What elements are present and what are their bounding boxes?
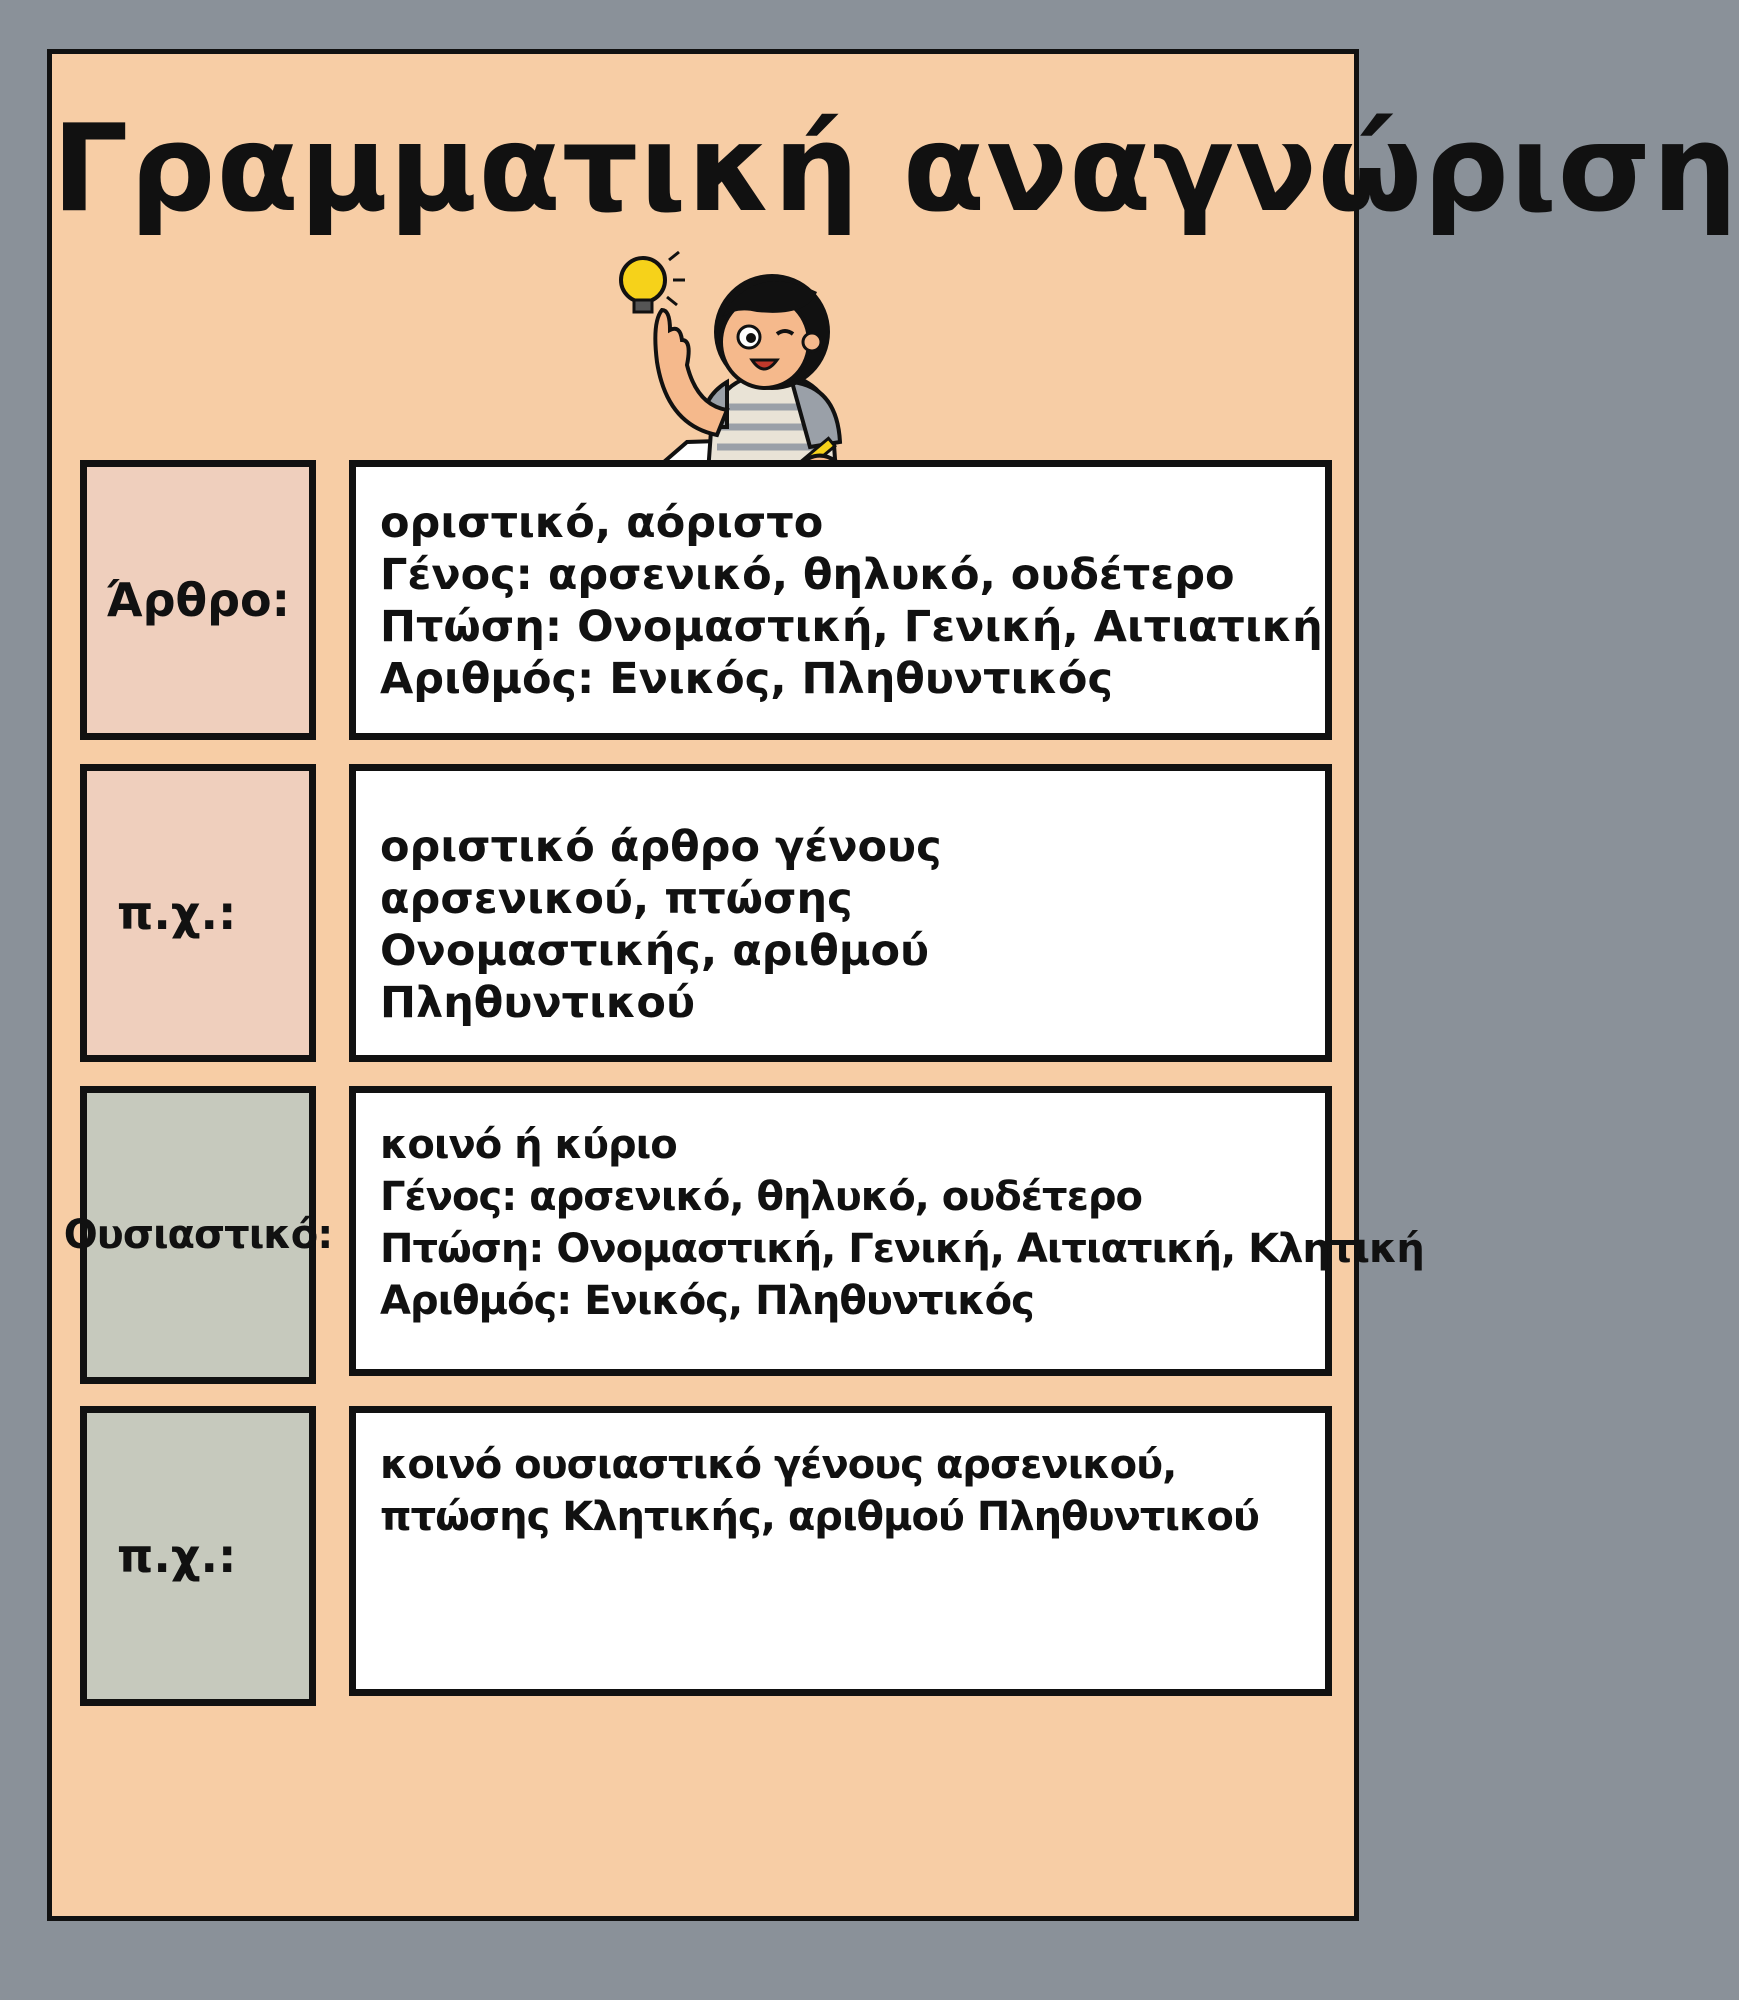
label-arthro [80, 460, 316, 740]
text-line: Πτώση: Ονομαστική, Γενική, Αιτιατική [380, 602, 1323, 652]
label-text: π.χ.: [117, 886, 237, 940]
text-line: κοινό ουσιαστικό γένους αρσενικού, πτώσης Κλητικής, αριθμού Πληθυντικού [380, 1442, 1259, 1540]
label-example-arthro [80, 764, 316, 1062]
worksheet-page [47, 49, 1739, 1921]
label-text: π.χ.: [117, 1529, 237, 1583]
example-box-ousiastiko [349, 1406, 1332, 1696]
label-text: Άρθρο: [105, 573, 291, 627]
definition-box-arthro [349, 460, 1332, 740]
page-title: Γραμματική αναγνώριση [52, 100, 1739, 239]
text-line: κοινό ή κύριο [380, 1122, 677, 1168]
text-line: οριστικό άρθρο γένους αρσενικού, πτώσης Ονομαστικής, αριθμού Πληθυντικού [380, 822, 942, 1028]
text-line: Γένος: αρσενικό, θηλυκό, ουδέτερο [380, 1174, 1142, 1220]
example-box-arthro [349, 764, 1332, 1062]
label-text: Ουσιαστικό: [63, 1212, 333, 1258]
label-ousiastiko [63, 1086, 333, 1384]
text-line: Πτώση: Ονομαστική, Γενική, Αιτιατική, Κλητική [380, 1226, 1424, 1272]
definition-box-ousiastiko [349, 1086, 1424, 1376]
label-example-ousiastiko [80, 1406, 316, 1706]
text-line: Γένος: αρσενικό, θηλυκό, ουδέτερο [380, 550, 1235, 600]
text-line: Αριθμός: Ενικός, Πληθυντικός [380, 654, 1113, 704]
text-line: Αριθμός: Ενικός, Πληθυντικός [380, 1278, 1034, 1324]
text-line: οριστικό, αόριστο [380, 498, 824, 548]
